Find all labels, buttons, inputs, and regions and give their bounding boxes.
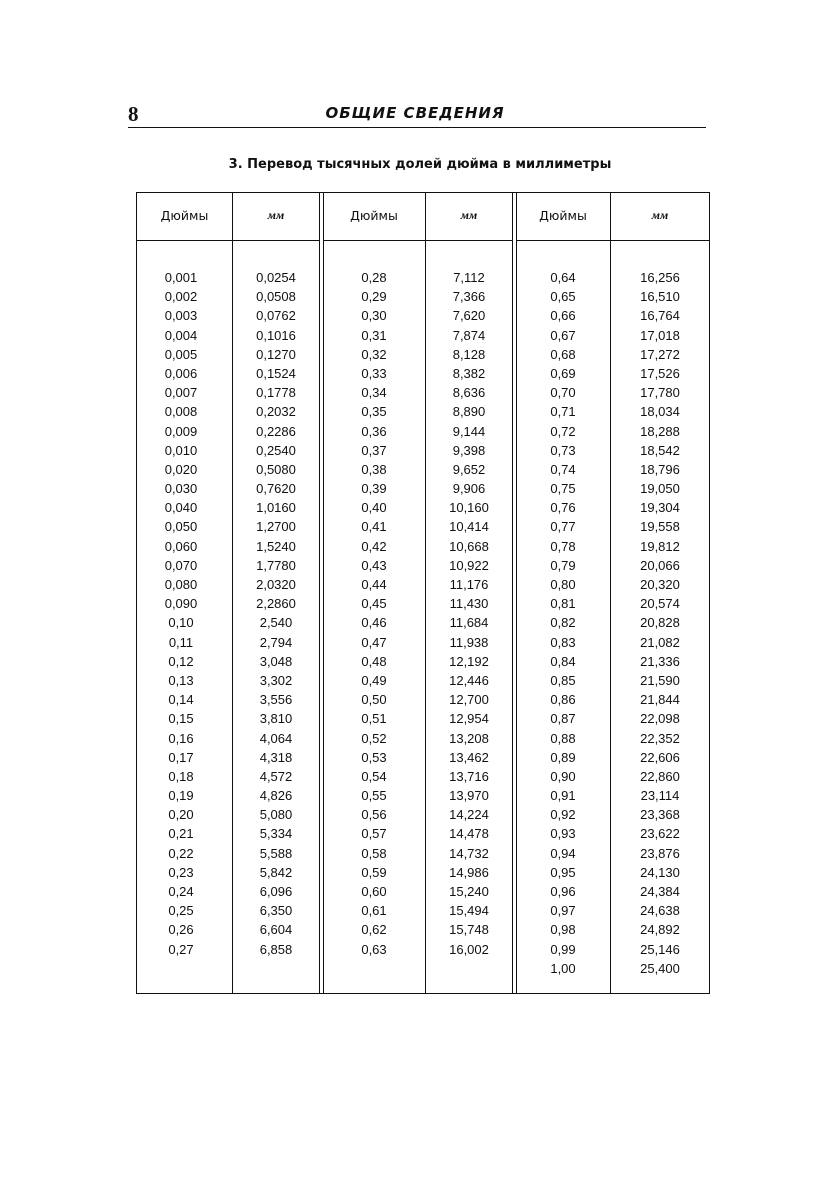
cell-inches: 0,52 <box>361 730 387 746</box>
cell-inches: 0,43 <box>361 557 387 573</box>
cell-inches: 0,35 <box>361 404 387 420</box>
column-inches-block-1 <box>137 268 225 959</box>
cell-inches: 0,34 <box>361 385 387 401</box>
cell-inches: 0,95 <box>550 864 576 880</box>
cell-inches: 0,27 <box>168 941 194 957</box>
cell-mm: 13,970 <box>449 788 489 804</box>
cell-mm: 0,2032 <box>256 404 296 420</box>
cell-mm: 12,192 <box>449 653 489 669</box>
cell-inches: 0,57 <box>361 826 387 842</box>
cell-mm: 3,302 <box>259 672 293 688</box>
cell-mm: 14,732 <box>449 845 489 861</box>
cell-mm: 10,160 <box>449 500 489 516</box>
cell-inches: 0,65 <box>550 289 576 305</box>
cell-mm: 0,1270 <box>256 346 296 362</box>
cell-mm: 5,842 <box>259 864 293 880</box>
cell-mm: 17,018 <box>640 327 680 343</box>
cell-mm: 24,130 <box>640 864 680 880</box>
cell-mm: 8,382 <box>452 365 486 381</box>
cell-inches: 0,22 <box>168 845 194 861</box>
cell-inches: 0,74 <box>550 461 576 477</box>
cell-inches: 0,24 <box>168 884 194 899</box>
cell-inches: 0,79 <box>550 557 576 573</box>
cell-mm: 16,764 <box>640 308 680 324</box>
cell-mm: 20,066 <box>640 557 680 573</box>
cell-inches: 0,73 <box>550 442 576 458</box>
cell-inches: 0,002 <box>164 289 198 305</box>
cell-mm: 2,794 <box>259 634 293 650</box>
cell-inches: 0,61 <box>361 903 387 919</box>
cell-mm: 21,844 <box>640 692 680 708</box>
cell-mm: 22,098 <box>640 711 680 727</box>
cell-mm: 9,652 <box>452 461 486 477</box>
cell-inches: 0,90 <box>550 768 576 784</box>
cell-inches: 0,88 <box>550 730 576 746</box>
cell-mm: 19,812 <box>640 538 680 554</box>
cell-inches: 0,15 <box>168 711 194 727</box>
cell-inches: 0,010 <box>164 442 198 458</box>
cell-inches: 0,030 <box>164 481 198 497</box>
cell-mm: 22,352 <box>640 730 680 746</box>
cell-inches: 0,26 <box>168 922 194 938</box>
cell-mm: 20,320 <box>640 577 680 592</box>
column-mm-block-3 <box>611 268 709 978</box>
cell-mm: 7,874 <box>452 327 486 343</box>
cell-mm: 2,2860 <box>256 596 296 612</box>
cell-inches: 0,33 <box>361 365 387 381</box>
cell-mm: 1,7780 <box>256 557 296 573</box>
cell-mm: 10,668 <box>449 538 489 554</box>
cell-inches: 0,75 <box>550 481 576 497</box>
cell-mm: 17,780 <box>640 385 680 401</box>
cell-inches: 0,55 <box>361 788 387 804</box>
cell-mm: 0,7620 <box>256 481 296 497</box>
cell-inches: 0,62 <box>361 922 387 938</box>
cell-mm: 18,034 <box>640 404 680 420</box>
cell-inches: 0,21 <box>168 826 194 842</box>
cell-inches: 0,78 <box>550 538 576 554</box>
cell-mm: 0,1016 <box>256 327 296 343</box>
cell-inches: 0,98 <box>550 922 576 938</box>
header-inches-1: Дюймы <box>160 208 209 223</box>
cell-mm: 3,048 <box>259 653 293 669</box>
cell-inches: 0,51 <box>361 711 387 727</box>
cell-mm: 0,5080 <box>256 461 296 477</box>
cell-mm: 4,572 <box>259 768 293 784</box>
cell-mm: 2,540 <box>259 615 293 631</box>
cell-mm: 5,334 <box>259 826 293 842</box>
cell-inches: 0,86 <box>550 692 576 708</box>
cell-mm: 6,096 <box>259 884 293 899</box>
cell-inches: 0,070 <box>164 557 198 573</box>
cell-mm: 14,224 <box>449 807 489 823</box>
cell-inches: 0,16 <box>168 730 194 746</box>
cell-mm: 9,906 <box>452 481 486 497</box>
cell-inches: 0,58 <box>361 845 387 861</box>
cell-inches: 0,48 <box>361 653 387 669</box>
cell-inches: 0,45 <box>361 596 387 612</box>
column-mm-block-1 <box>233 268 319 959</box>
cell-mm: 11,684 <box>449 615 489 631</box>
cell-inches: 0,37 <box>361 442 387 458</box>
column-inches-block-3 <box>516 268 610 978</box>
cell-mm: 23,622 <box>640 826 680 842</box>
cell-mm: 11,938 <box>449 634 489 650</box>
cell-mm: 6,858 <box>259 941 293 957</box>
cell-inches: 0,020 <box>164 461 198 477</box>
cell-inches: 0,77 <box>550 519 576 535</box>
column-mm-block-2 <box>426 268 512 959</box>
cell-inches: 0,003 <box>164 308 198 324</box>
cell-mm: 25,146 <box>640 941 680 957</box>
cell-mm: 18,288 <box>640 423 680 439</box>
cell-inches: 0,54 <box>361 768 387 784</box>
cell-mm: 21,590 <box>640 672 680 688</box>
cell-inches: 0,007 <box>164 385 198 401</box>
running-head: ОБЩИЕ СВЕДЕНИЯ <box>325 104 505 122</box>
cell-mm: 0,2286 <box>256 423 296 439</box>
cell-inches: 0,94 <box>550 845 576 861</box>
cell-inches: 0,050 <box>164 519 198 535</box>
cell-inches: 0,004 <box>164 327 198 343</box>
cell-inches: 0,32 <box>361 346 387 362</box>
cell-inches: 0,91 <box>550 788 576 804</box>
cell-mm: 24,638 <box>640 903 680 919</box>
table-title: 3. Перевод тысячных долей дюйма в миллиметры <box>228 157 612 172</box>
cell-mm: 6,350 <box>259 903 293 919</box>
cell-mm: 4,826 <box>259 788 293 804</box>
cell-inches: 0,005 <box>164 346 198 362</box>
cell-inches: 0,36 <box>361 423 387 439</box>
cell-inches: 0,25 <box>168 903 194 919</box>
cell-mm: 8,128 <box>452 346 486 362</box>
cell-mm: 4,064 <box>259 730 293 746</box>
cell-inches: 0,47 <box>361 634 387 650</box>
cell-inches: 0,64 <box>550 270 576 285</box>
cell-inches: 0,92 <box>550 807 576 823</box>
cell-inches: 0,49 <box>361 672 387 688</box>
cell-mm: 16,256 <box>640 270 680 285</box>
cell-mm: 5,080 <box>259 807 293 823</box>
cell-mm: 22,606 <box>640 749 680 765</box>
cell-mm: 2,0320 <box>256 577 296 592</box>
cell-inches: 0,14 <box>168 692 194 708</box>
cell-inches: 0,28 <box>361 270 387 285</box>
cell-inches: 0,11 <box>168 634 194 650</box>
cell-inches: 0,006 <box>164 365 198 381</box>
cell-mm: 23,114 <box>640 788 680 804</box>
cell-mm: 0,1778 <box>256 385 296 401</box>
cell-mm: 19,050 <box>640 481 680 497</box>
cell-mm: 6,604 <box>259 922 293 938</box>
cell-inches: 0,76 <box>550 500 576 516</box>
cell-inches: 0,38 <box>361 461 387 477</box>
cell-mm: 15,748 <box>449 922 489 938</box>
cell-mm: 8,636 <box>452 385 486 401</box>
cell-mm: 1,5240 <box>256 538 296 554</box>
cell-mm: 0,0254 <box>256 270 296 285</box>
cell-mm: 20,574 <box>640 596 680 612</box>
cell-inches: 0,23 <box>168 864 194 880</box>
cell-mm: 0,1524 <box>256 365 296 381</box>
header-inches-3: Дюймы <box>539 208 587 223</box>
cell-inches: 0,84 <box>550 653 576 669</box>
cell-inches: 0,090 <box>164 596 198 612</box>
cell-mm: 1,0160 <box>256 500 296 516</box>
cell-inches: 0,70 <box>550 385 576 401</box>
cell-inches: 0,83 <box>550 634 576 650</box>
cell-mm: 4,318 <box>259 749 293 765</box>
cell-mm: 21,336 <box>640 653 680 669</box>
cell-mm: 15,240 <box>449 884 489 899</box>
cell-mm: 10,922 <box>449 557 489 573</box>
cell-inches: 0,001 <box>164 270 198 285</box>
cell-mm: 17,526 <box>640 365 680 381</box>
cell-inches: 0,040 <box>164 500 198 516</box>
cell-mm: 8,890 <box>452 404 486 420</box>
cell-mm: 25,400 <box>640 960 680 976</box>
cell-inches: 0,89 <box>550 749 576 765</box>
cell-mm: 9,144 <box>452 423 486 439</box>
cell-mm: 14,986 <box>449 864 489 880</box>
cell-inches: 0,56 <box>361 807 387 823</box>
cell-inches: 0,50 <box>361 692 387 708</box>
cell-mm: 22,860 <box>640 768 680 784</box>
header-mm-3: мм <box>651 208 669 222</box>
header-mm-1: мм <box>267 208 285 222</box>
cell-inches: 0,67 <box>550 327 576 343</box>
cell-mm: 7,620 <box>452 308 486 324</box>
cell-mm: 9,398 <box>452 442 486 458</box>
cell-inches: 0,81 <box>550 596 576 612</box>
cell-inches: 0,008 <box>164 404 198 420</box>
cell-inches: 0,93 <box>550 826 576 842</box>
cell-inches: 0,17 <box>168 749 194 765</box>
cell-mm: 12,700 <box>449 692 489 708</box>
cell-inches: 0,68 <box>550 346 576 362</box>
cell-inches: 0,60 <box>361 884 387 899</box>
cell-inches: 0,13 <box>168 672 194 688</box>
cell-inches: 0,12 <box>168 653 194 669</box>
cell-mm: 20,828 <box>640 615 680 631</box>
cell-mm: 11,176 <box>449 577 489 592</box>
header-underline <box>136 240 319 241</box>
cell-inches: 0,10 <box>168 615 194 631</box>
cell-mm: 16,002 <box>449 941 489 957</box>
cell-inches: 0,42 <box>361 538 387 554</box>
cell-mm: 7,366 <box>452 289 486 305</box>
cell-mm: 24,892 <box>640 922 680 938</box>
cell-inches: 0,85 <box>550 672 576 688</box>
cell-mm: 16,510 <box>640 289 680 305</box>
cell-inches: 0,44 <box>361 577 387 592</box>
cell-inches: 0,40 <box>361 500 387 516</box>
cell-inches: 0,97 <box>550 903 576 919</box>
cell-inches: 0,30 <box>361 308 387 324</box>
cell-mm: 19,304 <box>640 500 680 516</box>
cell-mm: 17,272 <box>640 346 680 362</box>
cell-mm: 24,384 <box>640 884 680 899</box>
cell-mm: 23,368 <box>640 807 680 823</box>
cell-inches: 0,87 <box>550 711 576 727</box>
cell-mm: 3,810 <box>259 711 293 727</box>
cell-inches: 0,63 <box>361 941 387 957</box>
cell-mm: 14,478 <box>449 826 489 842</box>
cell-inches: 1,00 <box>550 960 576 976</box>
cell-mm: 11,430 <box>449 596 489 612</box>
cell-mm: 19,558 <box>640 519 680 535</box>
cell-mm: 13,716 <box>449 768 489 784</box>
cell-mm: 5,588 <box>259 845 293 861</box>
cell-inches: 0,31 <box>361 327 387 343</box>
cell-inches: 0,82 <box>550 615 576 631</box>
cell-mm: 18,542 <box>640 442 680 458</box>
cell-mm: 13,208 <box>449 730 489 746</box>
page-number: 8 <box>128 102 139 126</box>
cell-inches: 0,18 <box>168 768 194 784</box>
cell-inches: 0,009 <box>164 423 198 439</box>
cell-mm: 13,462 <box>449 749 489 765</box>
header-underline <box>324 240 512 241</box>
cell-inches: 0,39 <box>361 481 387 497</box>
cell-mm: 23,876 <box>640 845 680 861</box>
header-underline <box>517 240 710 241</box>
cell-inches: 0,19 <box>168 788 194 804</box>
cell-mm: 10,414 <box>449 519 489 535</box>
cell-mm: 0,0508 <box>256 289 296 305</box>
cell-inches: 0,66 <box>550 308 576 324</box>
cell-inches: 0,99 <box>550 941 576 957</box>
header-rule <box>128 127 706 128</box>
cell-mm: 3,556 <box>259 692 293 708</box>
cell-inches: 0,96 <box>550 884 576 899</box>
cell-inches: 0,41 <box>361 519 387 535</box>
cell-inches: 0,59 <box>361 864 387 880</box>
cell-mm: 1,2700 <box>256 519 296 535</box>
cell-inches: 0,060 <box>164 538 198 554</box>
cell-mm: 0,0762 <box>256 308 296 324</box>
cell-mm: 12,954 <box>449 711 489 727</box>
cell-inches: 0,72 <box>550 423 576 439</box>
cell-inches: 0,80 <box>550 577 576 592</box>
cell-inches: 0,46 <box>361 615 387 631</box>
cell-inches: 0,20 <box>168 807 194 823</box>
cell-mm: 18,796 <box>640 461 680 477</box>
cell-mm: 0,2540 <box>256 442 296 458</box>
header-mm-2: мм <box>460 208 478 222</box>
column-inches-block-2 <box>323 268 425 959</box>
cell-inches: 0,71 <box>550 404 576 420</box>
cell-mm: 12,446 <box>449 672 489 688</box>
cell-inches: 0,69 <box>550 365 576 381</box>
cell-inches: 0,080 <box>164 577 198 592</box>
header-inches-2: Дюймы <box>350 208 398 223</box>
cell-inches: 0,29 <box>361 289 387 305</box>
cell-mm: 15,494 <box>449 903 489 919</box>
cell-mm: 7,112 <box>453 270 485 285</box>
cell-inches: 0,53 <box>361 749 387 765</box>
cell-mm: 21,082 <box>640 634 680 650</box>
